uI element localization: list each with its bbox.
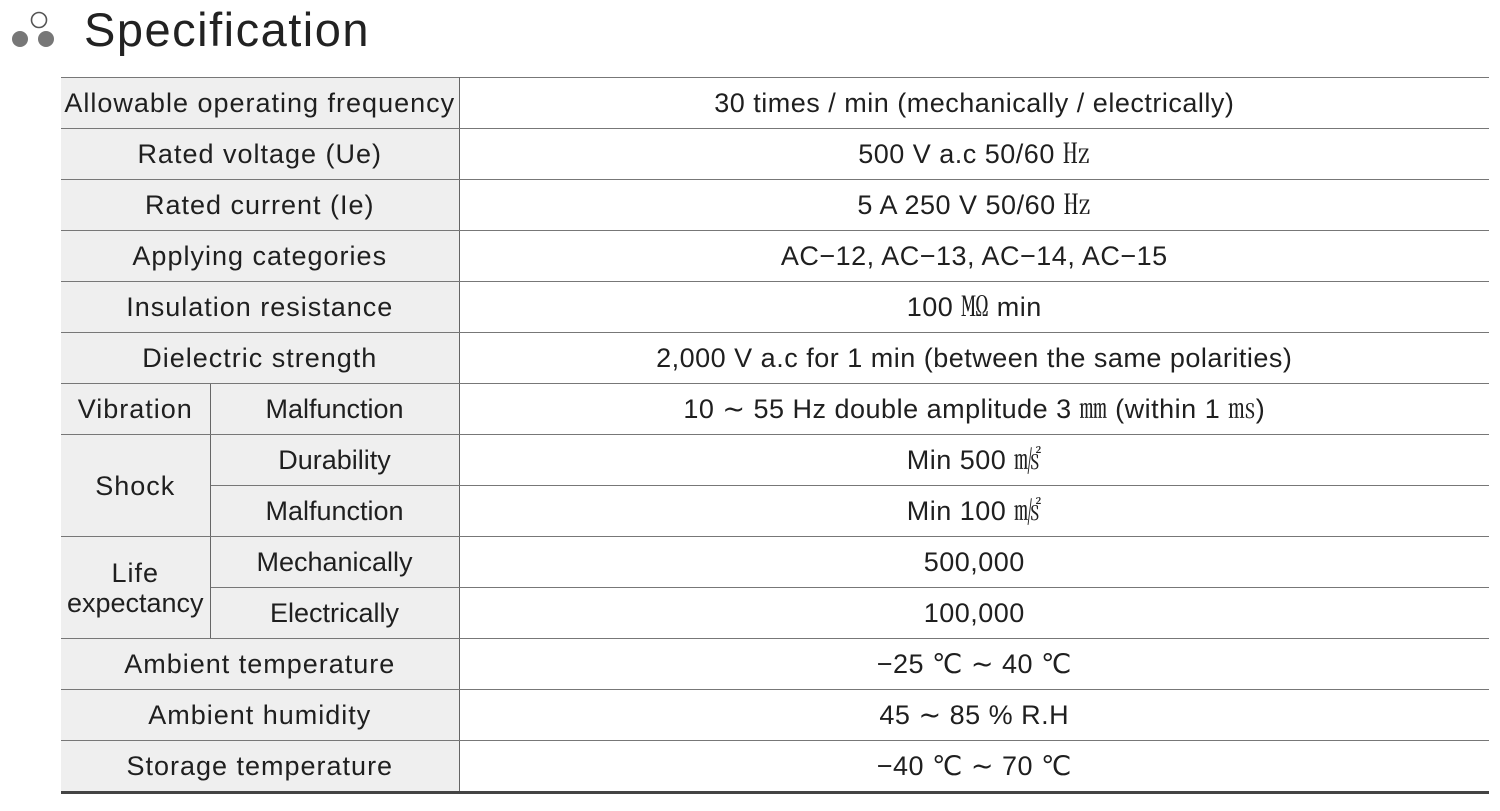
spec-value: 30 times / min (mechanically / electrically) <box>459 78 1489 129</box>
table-row <box>61 486 1489 537</box>
spec-group-label: Shock <box>61 435 210 537</box>
spec-value: 5 A 250 V 50/60 ㎐ <box>459 180 1489 231</box>
table-row <box>61 78 1489 129</box>
spec-label: Allowable operating frequency <box>61 78 459 129</box>
table-row <box>61 639 1489 690</box>
table-row <box>61 384 1489 435</box>
table-row <box>61 690 1489 741</box>
spec-label: Insulation resistance <box>61 282 459 333</box>
spec-value: Min 100 ㎨ <box>459 486 1489 537</box>
table-row <box>61 180 1489 231</box>
spec-sublabel: Electrically <box>210 588 459 639</box>
spec-value: 45 ∼ 85 % R.H <box>459 690 1489 741</box>
spec-group-label-line: Life <box>111 557 160 588</box>
specification-table <box>61 77 1489 794</box>
spec-label: Rated voltage (Ue) <box>61 129 459 180</box>
spec-value: −40 ℃ ∼ 70 ℃ <box>459 741 1489 793</box>
page-title: Specification <box>84 3 370 56</box>
table-row <box>61 129 1489 180</box>
spec-label: Ambient humidity <box>61 690 459 741</box>
spec-value: 100 ㏁ min <box>459 282 1489 333</box>
spec-group-label <box>61 537 210 639</box>
table-row <box>61 588 1489 639</box>
three-dots-icon <box>8 8 58 50</box>
spec-group-label-line: expectancy <box>66 587 204 618</box>
spec-label: Dielectric strength <box>61 333 459 384</box>
table-row <box>61 333 1489 384</box>
spec-value: Min 500 ㎨ <box>459 435 1489 486</box>
spec-label: Applying categories <box>61 231 459 282</box>
spec-sublabel: Malfunction <box>210 486 459 537</box>
spec-label: Ambient temperature <box>61 639 459 690</box>
spec-value: AC−12, AC−13, AC−14, AC−15 <box>459 231 1489 282</box>
table-row <box>61 741 1489 793</box>
table-row <box>61 231 1489 282</box>
table-row <box>61 282 1489 333</box>
spec-value: 2,000 V a.c for 1 min (between the same polarities) <box>459 333 1489 384</box>
spec-value: 500,000 <box>459 537 1489 588</box>
spec-label: Storage temperature <box>61 741 459 793</box>
spec-sublabel: Malfunction <box>210 384 459 435</box>
spec-sublabel: Durability <box>210 435 459 486</box>
spec-value: 100,000 <box>459 588 1489 639</box>
spec-sublabel: Mechanically <box>210 537 459 588</box>
spec-value: 500 V a.c 50/60 ㎐ <box>459 129 1489 180</box>
table-row <box>61 435 1489 486</box>
spec-label: Rated current (Ie) <box>61 180 459 231</box>
spec-value: 10 ∼ 55 Hz double amplitude 3 ㎜ (within 1 ㎳) <box>459 384 1489 435</box>
spec-group-label: Vibration <box>61 384 210 435</box>
page-header <box>0 0 1500 62</box>
spec-value: −25 ℃ ∼ 40 ℃ <box>459 639 1489 690</box>
table-row <box>61 537 1489 588</box>
